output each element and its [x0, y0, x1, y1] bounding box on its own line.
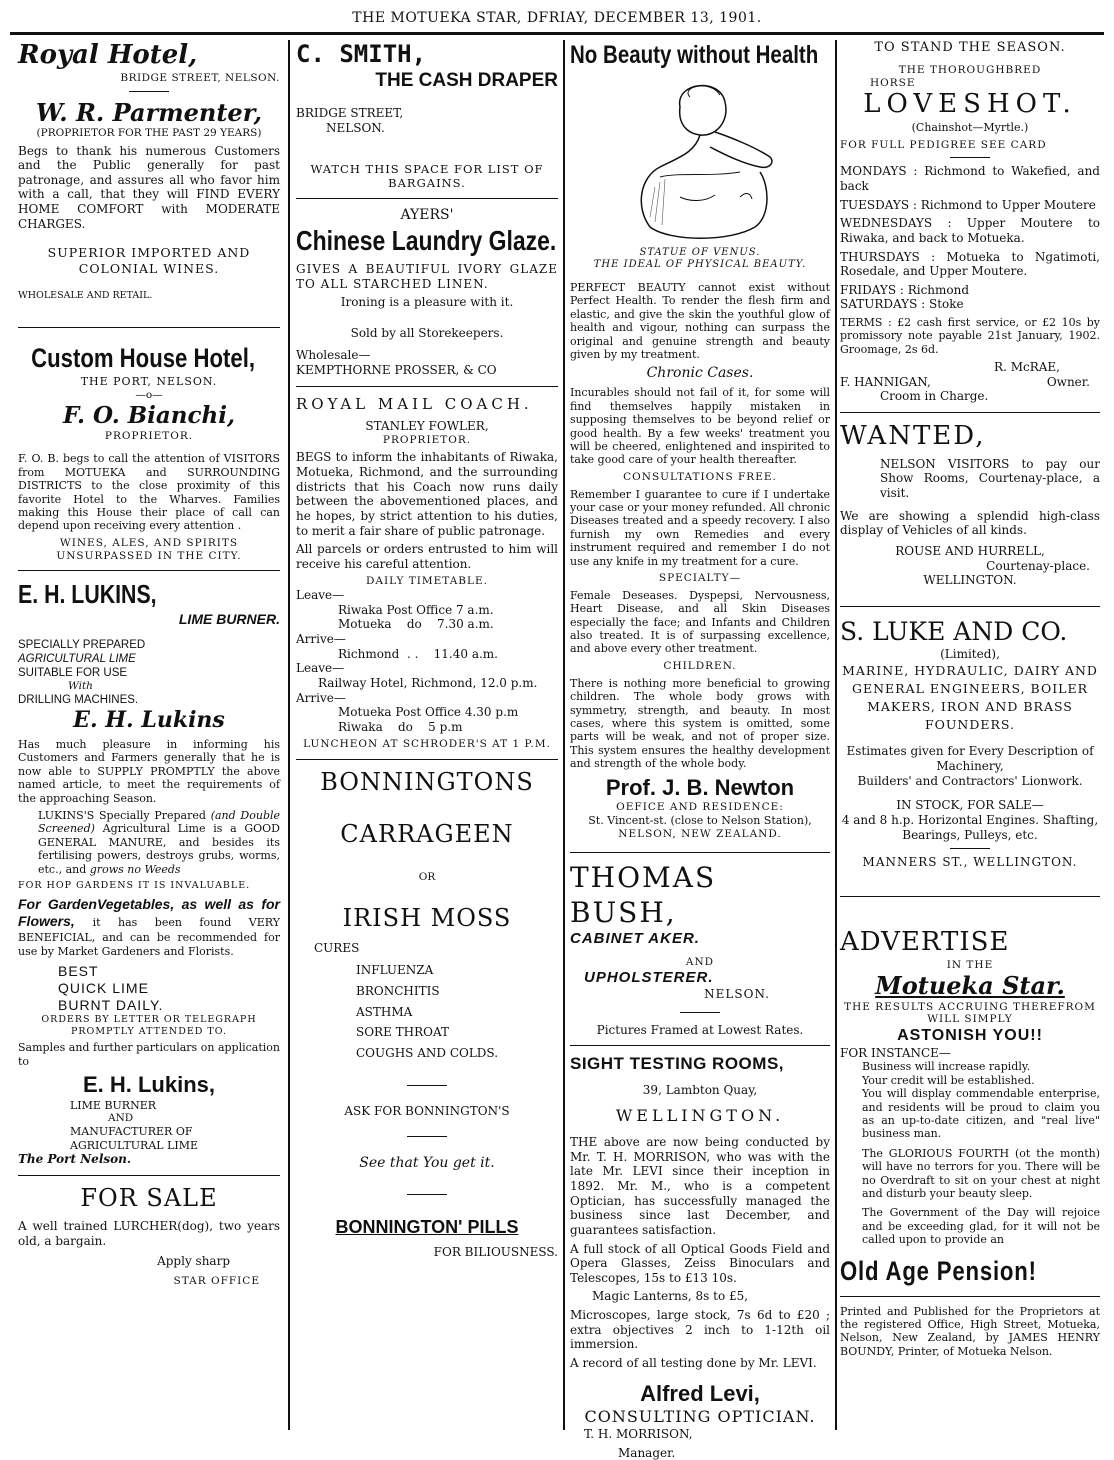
beauty-headline: No Beauty without Health — [570, 41, 819, 69]
horse-owner: R. McRAE, — [994, 360, 1060, 375]
advertise-p2: Your credit will be established. — [862, 1073, 1035, 1087]
bonn-item: SORE THROAT — [356, 1025, 450, 1040]
wanted-ad — [840, 421, 1100, 588]
for-sale-ad — [18, 1184, 280, 1288]
lukins-name2: E. H. Lukins — [73, 707, 225, 734]
coach-arrive2: Arrive— — [296, 690, 346, 705]
luke-stock: IN STOCK, FOR SALE— — [896, 798, 1044, 813]
prof-city: NELSON, NEW ZEALAND. — [618, 827, 782, 840]
lukins-samples: Samples and further particulars on application to — [18, 1041, 280, 1068]
mail-coach-ad — [296, 395, 558, 752]
prof-office: OEFICE AND RESIDENCE: — [616, 801, 784, 814]
advertise-p1: Business will increase rapidly. — [862, 1060, 1031, 1074]
horse-mon: MONDAYS : Richmond to Wakefied, and back — [840, 164, 1100, 193]
ayers-sold: Sold by all Storekeepers. — [350, 325, 504, 340]
horse-wed: WEDNESDAYS : Upper Moutere to Riwaka, and back to Motueka. — [840, 216, 1100, 245]
coach-parcels: All parcels or orders entrusted to him will receive his careful attention. — [296, 542, 558, 571]
bonn-or: OR — [418, 870, 436, 883]
beauty-consult: CONSULTATIONS FREE. — [623, 470, 777, 483]
sight-micro: Microscopes, large stock, 7s 6d to £20 ; extra objectives 2 inch to 1-12th oil immersion. — [570, 1308, 830, 1352]
for-sale-title: FOR SALE — [80, 1183, 218, 1212]
masthead-title: THE MOTUEKA STAR, DFRIAY, DECEMBER 13, 1901. — [352, 10, 762, 26]
bonn-item: BRONCHITIS — [356, 984, 440, 999]
ayers-body: GIVES A BEAUTIFUL IVORY GLAZE TO ALL STARCHED LINEN. — [296, 261, 558, 291]
coach-timetable: DAILY TIMETABLE. — [366, 575, 488, 588]
horse-fri: FRIDAYS : Richmond — [840, 282, 970, 297]
royal-hotel-trade: WHOLESALE AND RETAIL. — [18, 289, 153, 301]
luke-builders: Builders' and Contractors' Lionwork. — [857, 773, 1083, 788]
advertise-instance: FOR INSTANCE— — [840, 1045, 951, 1060]
wanted-firm: ROUSE AND HURRELL, — [895, 543, 1045, 558]
sight-city: WELLINGTON. — [615, 1105, 785, 1125]
beauty-body: PERFECT BEAUTY cannot exist without Perfect Health. To render the flesh firm and elastic, and give the skin the youthful glow of health and vigour, nothing can surpass the original and genuine strength and beauty given by my treatment. — [570, 280, 830, 361]
bush-trade: CABINET AKER. — [570, 929, 700, 947]
royal-hotel-tagline: (PROPRIETOR FOR THE PAST 29 YEARS) — [36, 126, 262, 139]
bonn-see: See that You get it. — [359, 1155, 495, 1172]
lukins-sig3: MANUFACTURER OF — [70, 1125, 193, 1139]
luke-ad — [840, 617, 1100, 870]
ayers-ironing: Ironing is a pleasure with it. — [340, 295, 514, 310]
lukins-l5: DRILLING MACHINES. — [18, 694, 139, 707]
coach-role: PROPRIETOR. — [382, 433, 472, 446]
luke-addr: MANNERS ST., WELLINGTON. — [862, 855, 1078, 870]
coach-leave1: Leave— — [296, 588, 345, 603]
advertise-p5: The Government of the Day will rejoice and be exceeding glad, for it will not be called upon to provide an — [862, 1206, 1100, 1247]
luke-estimates: Estimates given for Every Description of Machinery, — [846, 744, 1094, 774]
horse-sat: SATURDAYS : Stoke — [840, 297, 964, 312]
smith-addr1: BRIDGE STREET, — [296, 106, 404, 121]
sight-body: THE above are now being conducted by Mr. T. H. MORRISON, who was with the late Mr. LEVI since their inception in 1892. Mr. M., who is a competent Optician, has successfully managed the business since last December, and guarantees satisfaction. — [570, 1135, 830, 1237]
lukins-garden1: For GardenVegetables, as well as for Flowers, — [18, 895, 280, 929]
wanted-title: WANTED, — [840, 421, 986, 452]
advertise-p3: You will display commendable enterprise, and residents will be proud to claim you as an up-to-date citizen, and "real live" business man. — [862, 1087, 1100, 1141]
luke-trade: MARINE, HYDRAULIC, DAIRY AND GENERAL ENGINEERS, BOILER MAKERS, IRON AND BRASS FOUNDERS. — [842, 662, 1098, 733]
beauty-children-body: There is nothing more beneficial to growing children. The whole body grows with symmetry, strength, and beauty. In most cases, where this system is omitted, some parts will be weak, and not of proper size. This system ensures the healthy development and strength of the whole body. — [570, 676, 830, 771]
coach-arrive1: Arrive— — [296, 632, 346, 647]
bonn-ask: ASK FOR BONNINGTON'S — [344, 1103, 510, 1118]
sight-record: A record of all testing done by Mr. LEVI. — [570, 1355, 817, 1370]
beauty-specialty: SPECIALTY— — [658, 572, 742, 585]
coach-title: ROYAL MAIL COACH. — [296, 394, 533, 413]
coach-lunch: LUNCHEON AT SCHRODER'S AT 1 P.M. — [303, 738, 551, 751]
lukins-sig4: AGRICULTURAL LIME — [70, 1138, 199, 1152]
lukins-orders: ORDERS BY LETTER OR TELEGRAPH PROMPTLY ATTENDED TO. — [41, 1014, 257, 1037]
royal-hotel-owner: W. R. Parmenter, — [36, 97, 262, 127]
coach-body: BEGS to inform the inhabitants of Riwaka, Motueka, Richmond, and the surrounding districts that his Coach now runs daily between the abovementioned places, and he hopes, by strict attention to his duties, to merit a fair share of public patronage. — [296, 450, 558, 538]
newton-ad — [570, 40, 830, 840]
coach-t3: Richmond . . 11.40 a.m. — [338, 646, 498, 661]
advertise-results: THE RESULTS ACCRUING THEREFROM — [844, 1000, 1096, 1013]
sight-stock: A full stock of all Optical Goods Field and Opera Glasses, Zeiss Binoculars and Telescopes, 15s to £13 10s. — [570, 1241, 830, 1285]
column-divider — [835, 40, 837, 1430]
venus-caption-sub: THE IDEAL OF PHYSICAL BEAUTY. — [593, 258, 807, 270]
bonn-product2: IRISH MOSS — [342, 903, 512, 932]
bush-trade2: UPHOLSTERER. — [584, 968, 714, 986]
advertise-title: ADVERTISE — [840, 926, 1010, 957]
coach-t1: Riwaka Post Office 7 a.m. — [338, 602, 494, 617]
sight-magic: Magic Lanterns, 8s to £5, — [592, 1289, 749, 1304]
lukins-body2d: grows no Weeds — [89, 862, 181, 876]
custom-house-sep: —o— — [135, 388, 163, 401]
wanted-body: NELSON VISITORS to pay our Show Rooms, Courtenay-place, a visit. — [880, 456, 1100, 501]
advertise-pension: Old Age Pension! — [840, 1255, 1037, 1286]
wanted-place: Courtenay-place. — [986, 558, 1090, 573]
smith-trade: THE CASH DRAPER — [375, 70, 558, 92]
lukins-sig5: The Port Nelson. — [18, 1152, 132, 1166]
coach-t2: Motueka do 7.30 a.m. — [338, 617, 494, 632]
sight-title: SIGHT TESTING ROOMS, — [570, 1054, 785, 1074]
loveshot-ad — [840, 40, 1100, 404]
bonn-brand: BONNINGTONS — [320, 768, 534, 797]
royal-hotel-address: BRIDGE STREET, NELSON. — [120, 71, 280, 84]
levi-mgr-role: Manager. — [618, 1445, 676, 1460]
horse-groom-role: Croom in Charge. — [880, 389, 989, 404]
bonn-item: COUGHS AND COLDS. — [356, 1045, 499, 1060]
luke-ltd: (Limited), — [940, 647, 1000, 662]
for-sale-apply: Apply sharp — [157, 1254, 230, 1269]
advertise-paper: Motueka Star. — [875, 971, 1065, 1001]
bonnington-ad — [296, 768, 558, 1260]
horse-tue: TUESDAYS : Richmond to Upper Moutere — [840, 197, 1096, 212]
bonn-item: INFLUENZA — [356, 963, 434, 978]
lukins-body2c: Agricultural Lime is a GOOD GENERAL MANURE, and besides its fertilising powers, destroys grubs, worms, etc., and — [38, 822, 280, 876]
coach-owner: STANLEY FOWLER, — [365, 419, 489, 433]
for-sale-office: STAR OFFICE — [173, 1274, 260, 1287]
for-sale-body: A well trained LURCHER(dog), two years old, a bargain. — [18, 1218, 280, 1248]
advertise-astonish: ASTONISH YOU!! — [897, 1027, 1043, 1045]
custom-house-ad — [18, 342, 280, 562]
ayers-brand: AYERS' — [400, 206, 454, 223]
advertise-ad — [840, 927, 1100, 1288]
bonn-product: CARRAGEEN — [340, 819, 514, 848]
smith-name: C. SMITH, — [296, 40, 427, 68]
bush-ad — [570, 861, 830, 1037]
lukins-body2b: (and Double Screened) — [38, 808, 281, 836]
coach-t4: Railway Hotel, Richmond, 12.0 p.m. — [318, 675, 538, 690]
masthead — [0, 0, 1114, 36]
venus-caption: STATUE OF VENUS. — [639, 246, 761, 258]
advertise-p4: The GLORIOUS FOURTH (ot the month) will have no terrors for you. There will be no Overdraft to sit on your chest at night and disturb your beauty sleep. — [862, 1146, 1100, 1200]
levi-mgr: T. H. MORRISON, — [584, 1426, 693, 1441]
lukins-trade: LIME BURNER. — [178, 611, 280, 628]
sight-testing-ad — [570, 1054, 830, 1460]
column-divider — [288, 40, 290, 1430]
lukins-l4: With — [68, 680, 93, 693]
custom-house-owner: F. O. Bianchi, — [62, 401, 235, 429]
custom-house-role: PROPRIETOR. — [104, 429, 194, 442]
wanted-city: WELLINGTON. — [923, 573, 1017, 588]
luke-name: S. LUKE AND CO. — [840, 616, 1068, 646]
masthead-rule — [10, 32, 1104, 35]
beauty-chronic: Chronic Cases. — [646, 365, 754, 382]
bush-city: NELSON. — [704, 987, 770, 1002]
smith-ad — [296, 40, 558, 190]
levi-name: Alfred Levi, — [640, 1380, 760, 1406]
horse-name: LOVESHOT. — [863, 89, 1077, 120]
column-1 — [18, 40, 280, 1430]
wanted-body2: We are showing a splendid high-class display of Vehicles of all kinds. — [840, 508, 1100, 538]
column-2 — [296, 40, 558, 1430]
advertise-inthe: IN THE — [946, 958, 994, 971]
horse-pedigree: (Chainshot—Myrtle.) — [911, 121, 1029, 135]
horse-terms: TERMS : £2 cash first service, or £2 10s by promissory note payable 21st January, 1902. Groomage, 2s 6d. — [840, 316, 1100, 356]
ayers-wholesale: Wholesale— — [296, 348, 371, 363]
lukins-ad — [18, 579, 280, 1166]
lukins-sig1: LIME BURNER — [70, 1098, 157, 1112]
venus-illustration — [620, 77, 780, 247]
column-3 — [570, 40, 830, 1460]
horse-thu: THURSDAYS : Motueka to Ngatimoti, Rosedale, and Upper Moutere. — [840, 249, 1100, 279]
coach-leave2: Leave— — [296, 661, 345, 676]
ayers-product: Chinese Laundry Glaze. — [296, 224, 557, 256]
lukins-best1: BEST — [58, 962, 99, 979]
lukins-l2: AGRICULTURAL LIME — [18, 653, 136, 666]
bonn-pills: BONNINGTON' PILLS — [335, 1217, 519, 1238]
horse-intro: TO STAND THE SEASON. — [874, 40, 1066, 55]
royal-hotel-name: Royal Hotel, — [18, 40, 198, 70]
bush-pictures: Pictures Framed at Lowest Rates. — [596, 1022, 804, 1037]
lukins-body2a: LUKINS'S Specially Prepared — [38, 808, 206, 822]
prof-name: Prof. J. B. Newton — [605, 774, 795, 800]
custom-house-name: Custom House Hotel, — [31, 343, 256, 374]
horse-groom: F. HANNIGAN, — [840, 374, 931, 389]
custom-house-address: THE PORT, NELSON. — [80, 375, 218, 389]
lukins-name: E. H. LUKINS, — [18, 579, 157, 610]
beauty-consult-body: Remember I guarantee to cure if I undertake your case or your money refunded. All chronic Diseases treated and a speedy recovery. I also furnish my own Remedies and every instrument required and remember I do not use any knife in my treatment for a cure. — [570, 487, 830, 568]
smith-addr2: NELSON. — [326, 121, 385, 136]
smith-watch: WATCH THIS SPACE FOR LIST OF BARGAINS. — [310, 161, 544, 190]
beauty-specialty-body: Female Deseases. Dyspepsi, Nervousness, Heart Disease, and all Skin Diseases especially the face; and Infants and Children also treated. It is of surpassing excellence, and above every other treatment. — [570, 588, 830, 656]
ayers-dealer: KEMPTHORNE PROSSER, & CO — [296, 363, 497, 378]
advertise-simply: WILL SIMPLY — [927, 1013, 1013, 1026]
royal-hotel-wines: SUPERIOR IMPORTED AND COLONIAL WINES. — [47, 245, 251, 276]
prof-addr: St. Vincent-st. (close to Nelson Station), — [588, 814, 812, 828]
horse-card: FOR FULL PEDIGREE SEE CARD — [840, 138, 1047, 151]
coach-t5: Motueka Post Office 4.30 p.m — [338, 705, 519, 720]
horse-sub1: THE THOROUGHBRED — [898, 63, 1042, 76]
luke-engines: 4 and 8 h.p. Horizontal Engines. Shafting, Bearings, Pulleys, etc. — [841, 812, 1099, 842]
custom-house-body: F. O. B. begs to call the attention of VISITORS from MOTUEKA and SURROUNDING DISTRICTS to the close proximity of this favorite Hotel to the Wharves. Families making this House their place of call can depend upon receiving every attention . — [18, 452, 280, 533]
lukins-best2: QUICK LIME — [58, 980, 149, 997]
lukins-body2e: FOR HOP GARDENS IT IS INVALUABLE. — [18, 879, 251, 891]
lukins-l1: SPECIALLY PREPARED — [18, 639, 146, 652]
sight-addr: 39, Lambton Quay, — [642, 1083, 758, 1098]
lukins-sig: E. H. Lukins, — [82, 1072, 216, 1098]
ayers-ad — [296, 207, 558, 378]
column-divider — [563, 40, 565, 1430]
lukins-body: Has much pleasure in informing his Customers and Farmers generally that he is now able to SUPPLY PROMPTLY the above named article, to meet the requirements of the approaching Season. — [18, 737, 280, 805]
coach-t6: Riwaka do 5 p.m — [338, 719, 463, 734]
bonn-cures: CURES — [314, 940, 360, 955]
bonn-item: ASTHMA — [356, 1004, 413, 1019]
royal-hotel-ad — [18, 40, 280, 301]
bush-and: AND — [685, 955, 715, 968]
levi-optician: CONSULTING OPTICIAN. — [584, 1407, 816, 1427]
lukins-garden2: it has been found VERY BENEFICIAL, and can be recommended for use by Market Gardeners and Florists. — [18, 915, 280, 959]
horse-owner-role: Owner. — [1046, 374, 1090, 389]
custom-house-wines: WINES, ALES, AND SPIRITS UNSURPASSED IN THE CITY. — [56, 536, 242, 562]
imprint: Printed and Published for the Proprietors at the registered Office, High Street, Motueka, Nelson, New Zealand, by JAMES HENRY BOUNDY, Printer, of Motueka Nelson. — [840, 1304, 1100, 1358]
beauty-children: CHILDREN. — [663, 659, 737, 672]
lukins-best3: BURNT DAILY. — [58, 997, 164, 1014]
lukins-sig2: AND — [108, 1112, 134, 1125]
column-4 — [840, 40, 1100, 1430]
royal-hotel-body: Begs to thank his numerous Customers and the Public generally for past patronage, and assures all who favor him with a call, that they will FIND EVERY HOME COMFORT with MODERATE CHARGES. — [18, 143, 280, 231]
beauty-chronic-body: Incurables should not fail of it, for some will find themselves happily mistaken in supposing themselves to be beyond relief or good health. By a few weeks' treatment you will be cheered, enlightened and inspirited to take good care of your health thereafter. — [570, 386, 830, 467]
bonn-bilious: FOR BILIOUSNESS. — [433, 1245, 558, 1260]
lukins-l3: SUITABLE FOR USE — [18, 667, 128, 680]
horse-sub2: HORSE — [870, 76, 916, 89]
bush-name: THOMAS BUSH, — [570, 861, 717, 929]
